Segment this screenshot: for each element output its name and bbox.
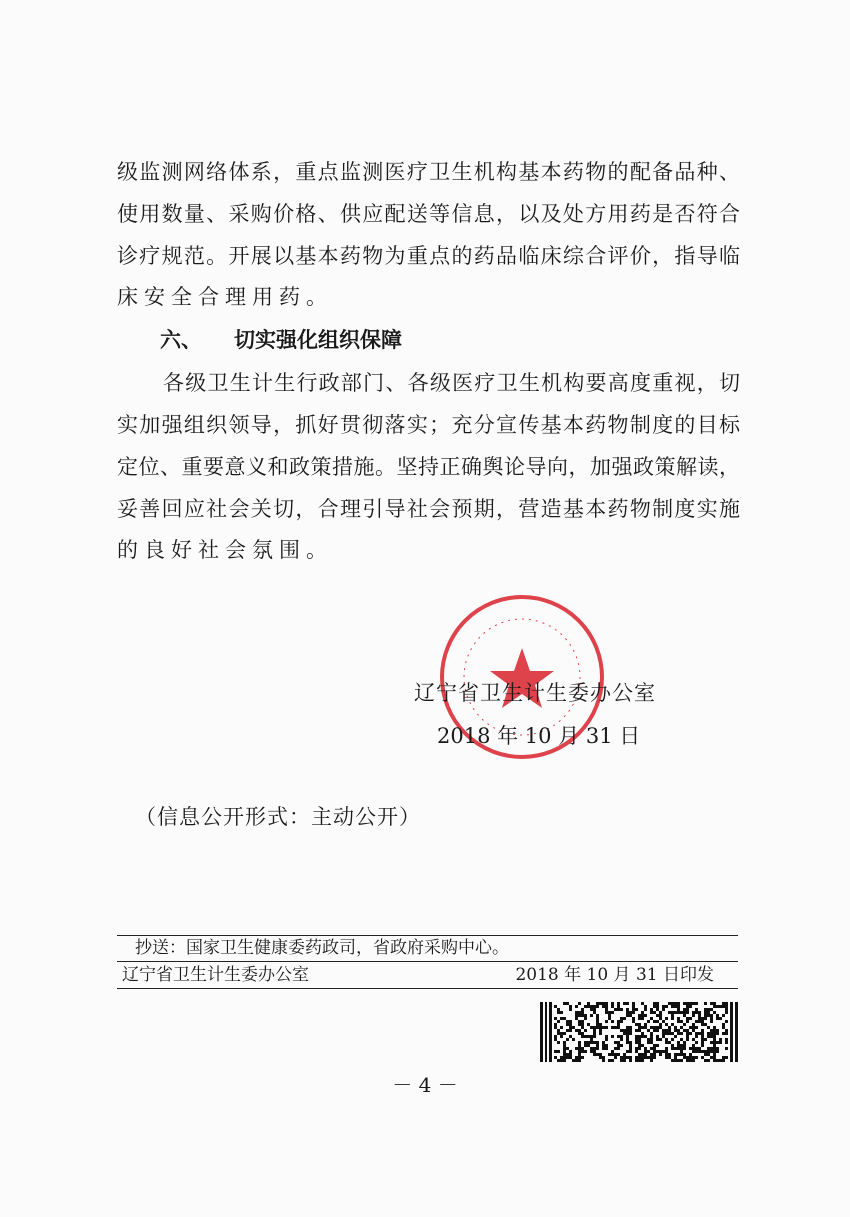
body-line: 各级卫生计生行政部门、各级医疗卫生机构要高度重视，切 bbox=[163, 371, 740, 395]
cc-line: 抄送：国家卫生健康委药政司，省政府采购中心。 bbox=[135, 938, 509, 958]
body-line: 级监测网络体系，重点监测医疗卫生机构基本药物的配备品种、 bbox=[117, 160, 740, 184]
heading-text: 切实强化组织保障 bbox=[234, 328, 402, 352]
footer-print-date: 2018 年 10 月 31 日印发 bbox=[515, 965, 714, 985]
divider bbox=[117, 988, 738, 989]
body-line: 妥善回应社会关切，合理引导社会预期，营造基本药物制度实施 bbox=[117, 497, 740, 521]
divider bbox=[117, 961, 738, 962]
body-line: 诊疗规范。开展以基本药物为重点的药品临床综合评价，指导临 bbox=[117, 244, 740, 268]
issuer-name: 辽宁省卫生计生委办公室 bbox=[414, 681, 656, 705]
divider bbox=[117, 935, 738, 936]
footer-office: 辽宁省卫生计生委办公室 bbox=[122, 965, 309, 985]
issue-date: 2018 年 10 月 31 日 bbox=[437, 724, 641, 748]
barcode bbox=[540, 1002, 738, 1062]
body-line: 床安全合理用药。 bbox=[117, 285, 333, 309]
body-line: 的良好社会氛围。 bbox=[117, 538, 333, 562]
section-heading bbox=[160, 325, 402, 355]
heading-number: 六、 bbox=[160, 328, 202, 352]
body-line: 使用数量、采购价格、供应配送等信息，以及处方用药是否符合 bbox=[117, 202, 740, 226]
disclosure-note: （信息公开形式：主动公开） bbox=[135, 805, 421, 829]
body-line: 定位、重要意义和政策措施。坚持正确舆论导向，加强政策解读， bbox=[117, 455, 740, 479]
page-number: － 4 － bbox=[392, 1073, 458, 1097]
body-line: 实加强组织领导，抓好贯彻落实；充分宣传基本药物制度的目标 bbox=[117, 413, 740, 437]
